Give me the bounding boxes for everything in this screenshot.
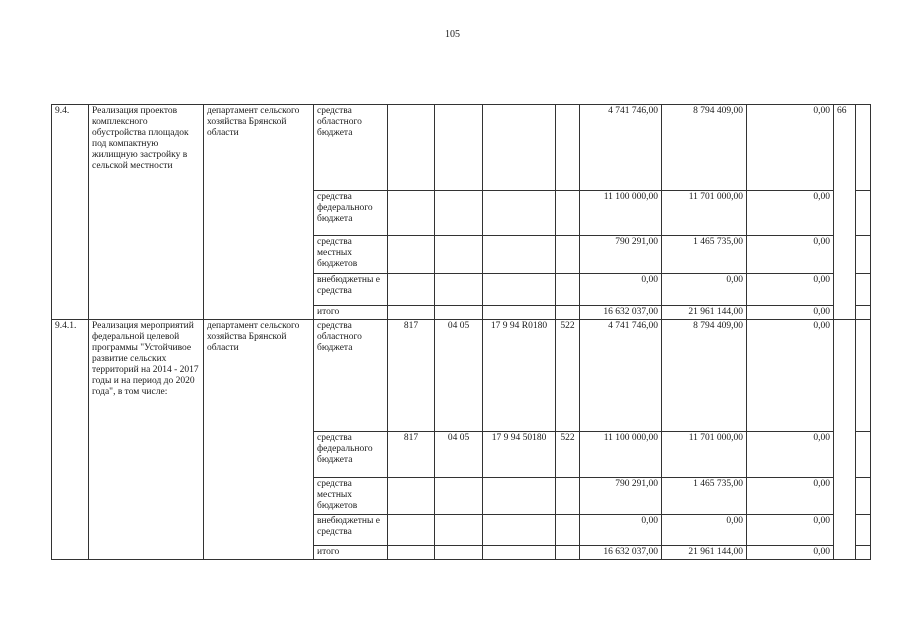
empty-cell xyxy=(856,306,871,320)
section-executor: департамент сельского хозяйства Брянской области xyxy=(204,320,314,560)
section-number: 9.4.1. xyxy=(52,320,89,560)
value-year-2: 11 701 000,00 xyxy=(662,432,747,478)
result-indicator xyxy=(834,320,856,560)
empty-cell xyxy=(856,432,871,478)
empty-cell xyxy=(856,105,871,191)
value-year-1: 16 632 037,00 xyxy=(580,306,662,320)
value-year-3: 0,00 xyxy=(747,320,834,432)
funding-source: средства местных бюджетов xyxy=(314,236,388,274)
empty-cell xyxy=(856,546,871,560)
value-year-2: 0,00 xyxy=(662,515,747,546)
value-year-3: 0,00 xyxy=(747,515,834,546)
value-year-2: 8 794 409,00 xyxy=(662,105,747,191)
rz-code: 04 05 xyxy=(435,432,483,478)
funding-source: внебюджетны е средства xyxy=(314,274,388,306)
section-executor: департамент сельского хозяйства Брянской области xyxy=(204,105,314,320)
value-year-1: 16 632 037,00 xyxy=(580,546,662,560)
value-year-2: 11 701 000,00 xyxy=(662,191,747,236)
value-year-3: 0,00 xyxy=(747,306,834,320)
vr-code xyxy=(556,546,580,560)
funding-source: средства областного бюджета xyxy=(314,105,388,191)
csr-code xyxy=(483,306,556,320)
grbs-code xyxy=(388,236,435,274)
value-year-1: 11 100 000,00 xyxy=(580,191,662,236)
vr-code xyxy=(556,274,580,306)
value-year-1: 4 741 746,00 xyxy=(580,105,662,191)
grbs-code xyxy=(388,546,435,560)
csr-code: 17 9 94 50180 xyxy=(483,432,556,478)
csr-code xyxy=(483,105,556,191)
vr-code xyxy=(556,105,580,191)
funding-source: итого xyxy=(314,546,388,560)
value-year-3: 0,00 xyxy=(747,478,834,515)
empty-cell xyxy=(856,320,871,432)
section-name: Реализация проектов комплексного обустройства площадок под компактную жилищную застройку в сельской местности xyxy=(89,105,204,320)
vr-code xyxy=(556,236,580,274)
vr-code xyxy=(556,191,580,236)
grbs-code xyxy=(388,191,435,236)
empty-cell xyxy=(856,515,871,546)
section-number: 9.4. xyxy=(52,105,89,320)
rz-code xyxy=(435,191,483,236)
value-year-3: 0,00 xyxy=(747,432,834,478)
grbs-code: 817 xyxy=(388,320,435,432)
vr-code xyxy=(556,515,580,546)
funding-source: средства федерального бюджета xyxy=(314,191,388,236)
csr-code xyxy=(483,274,556,306)
funding-source: внебюджетны е средства xyxy=(314,515,388,546)
value-year-3: 0,00 xyxy=(747,105,834,191)
rz-code: 04 05 xyxy=(435,320,483,432)
grbs-code xyxy=(388,478,435,515)
grbs-code: 817 xyxy=(388,432,435,478)
value-year-3: 0,00 xyxy=(747,236,834,274)
budget-table xyxy=(51,104,871,560)
rz-code xyxy=(435,515,483,546)
funding-source: средства областного бюджета xyxy=(314,320,388,432)
csr-code xyxy=(483,515,556,546)
rz-code xyxy=(435,274,483,306)
empty-cell xyxy=(856,478,871,515)
value-year-2: 0,00 xyxy=(662,274,747,306)
csr-code xyxy=(483,546,556,560)
value-year-2: 21 961 144,00 xyxy=(662,546,747,560)
value-year-3: 0,00 xyxy=(747,274,834,306)
value-year-3: 0,00 xyxy=(747,546,834,560)
grbs-code xyxy=(388,515,435,546)
value-year-1: 11 100 000,00 xyxy=(580,432,662,478)
csr-code xyxy=(483,236,556,274)
csr-code xyxy=(483,191,556,236)
table-row xyxy=(52,320,871,432)
rz-code xyxy=(435,546,483,560)
empty-cell xyxy=(856,274,871,306)
value-year-2: 1 465 735,00 xyxy=(662,236,747,274)
empty-cell xyxy=(856,236,871,274)
rz-code xyxy=(435,306,483,320)
table-row xyxy=(52,105,871,191)
value-year-1: 790 291,00 xyxy=(580,478,662,515)
value-year-2: 21 961 144,00 xyxy=(662,306,747,320)
grbs-code xyxy=(388,274,435,306)
rz-code xyxy=(435,105,483,191)
funding-source: итого xyxy=(314,306,388,320)
rz-code xyxy=(435,236,483,274)
page-number: 105 xyxy=(445,29,460,40)
section-name: Реализация мероприятий федеральной целевой программы "Устойчивое развитие сельских территорий на 2014 - 2017 годы и на период до 2020 года", в том числе: xyxy=(89,320,204,560)
empty-cell xyxy=(856,191,871,236)
result-indicator: 66 xyxy=(834,105,856,320)
vr-code xyxy=(556,306,580,320)
value-year-1: 4 741 746,00 xyxy=(580,320,662,432)
csr-code xyxy=(483,478,556,515)
value-year-2: 1 465 735,00 xyxy=(662,478,747,515)
funding-source: средства местных бюджетов xyxy=(314,478,388,515)
vr-code: 522 xyxy=(556,320,580,432)
rz-code xyxy=(435,478,483,515)
grbs-code xyxy=(388,306,435,320)
value-year-1: 0,00 xyxy=(580,274,662,306)
vr-code xyxy=(556,478,580,515)
vr-code: 522 xyxy=(556,432,580,478)
value-year-3: 0,00 xyxy=(747,191,834,236)
grbs-code xyxy=(388,105,435,191)
value-year-1: 0,00 xyxy=(580,515,662,546)
funding-source: средства федерального бюджета xyxy=(314,432,388,478)
value-year-2: 8 794 409,00 xyxy=(662,320,747,432)
value-year-1: 790 291,00 xyxy=(580,236,662,274)
csr-code: 17 9 94 R0180 xyxy=(483,320,556,432)
